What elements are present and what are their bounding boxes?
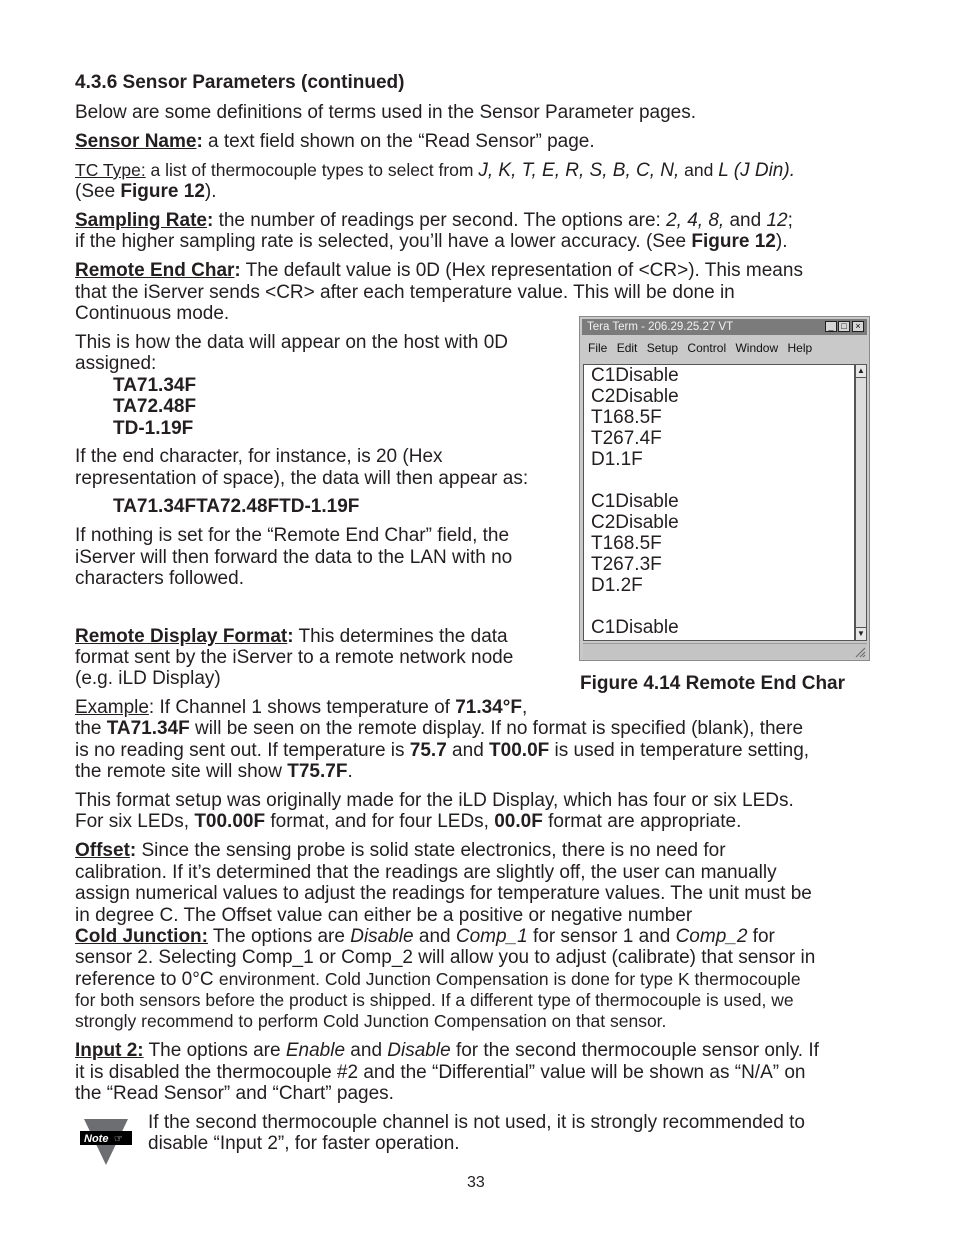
remote-display-format-definition: Remote Display Format: This determines the data — [75, 626, 508, 647]
minimize-button[interactable]: _ — [825, 321, 837, 332]
offset-term: Offset — [75, 840, 130, 861]
remote-end-char-line-7: representation of space), the data will then appear as: — [75, 468, 529, 489]
resize-grip-icon[interactable] — [854, 646, 866, 658]
cold-junction-term: Cold Junction: — [75, 926, 208, 947]
data-example-4: TA71.34FTA72.48FTD-1.19F — [113, 496, 360, 517]
page-number: 33 — [467, 1174, 485, 1191]
data-example-3: TD-1.19F — [113, 418, 194, 439]
cold-junction-line-2: sensor 2. Selecting Comp_1 or Comp_2 will allow you to adjust (calibrate) that sensor in — [75, 947, 816, 968]
menu-edit[interactable]: Edit — [616, 341, 638, 355]
cold-junction-line-5: strongly recommend to perform Cold Junction Compensation on that sensor. — [75, 1011, 667, 1031]
menu-setup[interactable]: Setup — [646, 341, 679, 355]
terminal-title-bar — [582, 319, 867, 335]
terminal-line: T267.3F — [591, 554, 662, 575]
remote-display-format-line-2: format sent by the iServer to a remote network node — [75, 647, 514, 668]
svg-text:☞: ☞ — [114, 1134, 123, 1145]
figure-caption: Figure 4.14 Remote End Char — [580, 673, 846, 694]
terminal-menu-bar — [582, 338, 867, 358]
terminal-status-bar — [583, 643, 867, 659]
terminal-output — [583, 364, 855, 641]
cold-junction-line-4: for both sensors before the product is shipped. If a different type of thermocouple is used, we — [75, 990, 794, 1010]
example-line-4: the remote site will show T75.7F. — [75, 761, 353, 782]
close-button[interactable]: × — [852, 321, 864, 332]
remote-end-char-line-9: iServer will then forward the data to the LAN with no — [75, 547, 513, 568]
tc-type-term: TC Type: — [75, 160, 146, 180]
terminal-line: C1Disable — [591, 491, 679, 512]
scroll-down-arrow-icon[interactable]: ▼ — [857, 629, 865, 638]
example-term: Example — [75, 697, 149, 718]
terminal-line: C1Disable — [591, 365, 679, 386]
remote-end-char-term: Remote End Char — [75, 260, 235, 281]
terminal-line: C2Disable — [591, 386, 679, 407]
intro-text: Below are some definitions of terms used in the Sensor Parameter pages. — [75, 102, 696, 123]
menu-file[interactable]: File — [588, 341, 608, 355]
sampling-rate-definition: Sampling Rate: the number of readings per second. The options are: 2, 4, 8, and 12; — [75, 210, 793, 231]
example-line-1: Example: If Channel 1 shows temperature of 71.34°F, — [75, 697, 528, 718]
remote-end-char-line-2: that the iServer sends <CR> after each temperature value. This will be done in — [75, 282, 735, 303]
terminal-window — [579, 316, 870, 661]
offset-line-2: calibration. If it’s determined that the readings are slightly off, the user can manually — [75, 862, 777, 883]
format-setup-line-2: For six LEDs, T00.00F format, and for four LEDs, 00.0F format are appropriate. — [75, 811, 742, 832]
remote-end-char-definition: Remote End Char: The default value is 0D (Hex representation of <CR>). This means — [75, 260, 803, 281]
data-example-2: TA72.48F — [113, 396, 197, 417]
input2-line-2: it is disabled the thermocouple #2 and the “Differential” value will be shown as “N/A” on — [75, 1062, 806, 1083]
remote-display-format-term: Remote Display Format — [75, 626, 288, 647]
tc-type-definition: TC Type: a list of thermocouple types to select from J, K, T, E, R, S, B, C, N, and L (J Din). — [75, 160, 795, 181]
offset-definition: Offset: Since the sensing probe is solid state electronics, there is no need for — [75, 840, 726, 861]
menu-window[interactable]: Window — [735, 341, 779, 355]
cold-junction-definition: Cold Junction: The options are Disable and Comp_1 for sensor 1 and Comp_2 for — [75, 926, 775, 947]
maximize-button[interactable]: □ — [838, 321, 850, 332]
terminal-line: D1.2F — [591, 575, 643, 596]
terminal-line: T168.5F — [591, 533, 662, 554]
example-line-2: the TA71.34F will be seen on the remote display. If no format is specified (blank), there — [75, 718, 804, 739]
terminal-scrollbar[interactable] — [855, 364, 867, 641]
input2-line-3: the “Read Sensor” and “Chart” pages. — [75, 1083, 394, 1104]
offset-line-4: in degree C. The Offset value can either be a positive or negative number — [75, 905, 693, 926]
sensor-name-definition: Sensor Name: a text field shown on the “Read Sensor” page. — [75, 131, 595, 152]
format-setup-line-1: This format setup was originally made for the iLD Display, which has four or six LEDs. — [75, 790, 794, 811]
note-icon — [78, 1117, 134, 1172]
scroll-up-arrow-icon[interactable]: ▲ — [856, 365, 866, 378]
remote-display-format-line-3: (e.g. iLD Display) — [75, 668, 221, 689]
sampling-rate-line-2: if the higher sampling rate is selected, you’ll have a lower accuracy. (See Figure 12). — [75, 231, 788, 252]
tc-type-see-figure: (See Figure 12). — [75, 181, 217, 202]
note-line-2: disable “Input 2”, for faster operation. — [148, 1133, 460, 1154]
offset-line-3: assign numerical values to adjust the readings for temperature values. The unit must be — [75, 883, 812, 904]
remote-end-char-line-4: This is how the data will appear on the host with 0D — [75, 332, 509, 353]
sensor-name-term: Sensor Name — [75, 131, 197, 152]
sampling-rate-term: Sampling Rate — [75, 210, 207, 231]
remote-end-char-line-8: If nothing is set for the “Remote End Char” field, the — [75, 525, 510, 546]
terminal-line: T267.4F — [591, 428, 662, 449]
terminal-line: C1Disable — [591, 617, 679, 638]
menu-help[interactable]: Help — [787, 341, 813, 355]
input2-definition: Input 2: The options are Enable and Disable for the second thermocouple sensor only. If — [75, 1040, 819, 1061]
data-example-1: TA71.34F — [113, 375, 197, 396]
terminal-title: Tera Term - 206.29.25.27 VT — [587, 321, 734, 333]
note-label: Note — [84, 1133, 109, 1145]
example-line-3: is no reading sent out. If temperature is 75.7 and T00.0F is used in temperature setting, — [75, 740, 810, 761]
remote-end-char-line-10: characters followed. — [75, 568, 244, 589]
input2-term: Input 2: — [75, 1040, 144, 1061]
terminal-line: D1.1F — [591, 449, 643, 470]
terminal-line: C2Disable — [591, 512, 679, 533]
cold-junction-line-3: reference to 0°C environment. Cold Junction Compensation is done for type K thermocouple — [75, 969, 801, 990]
remote-end-char-line-5: assigned: — [75, 353, 157, 374]
terminal-line — [584, 470, 854, 491]
note-line-1: If the second thermocouple channel is not used, it is strongly recommended to — [148, 1112, 805, 1133]
remote-end-char-line-6: If the end character, for instance, is 20 (Hex — [75, 446, 443, 467]
terminal-line: T168.5F — [591, 407, 662, 428]
menu-control[interactable]: Control — [687, 341, 727, 355]
terminal-line — [584, 596, 854, 617]
remote-end-char-line-3: Continuous mode. — [75, 303, 230, 324]
section-heading: 4.3.6 Sensor Parameters (continued) — [75, 72, 405, 93]
